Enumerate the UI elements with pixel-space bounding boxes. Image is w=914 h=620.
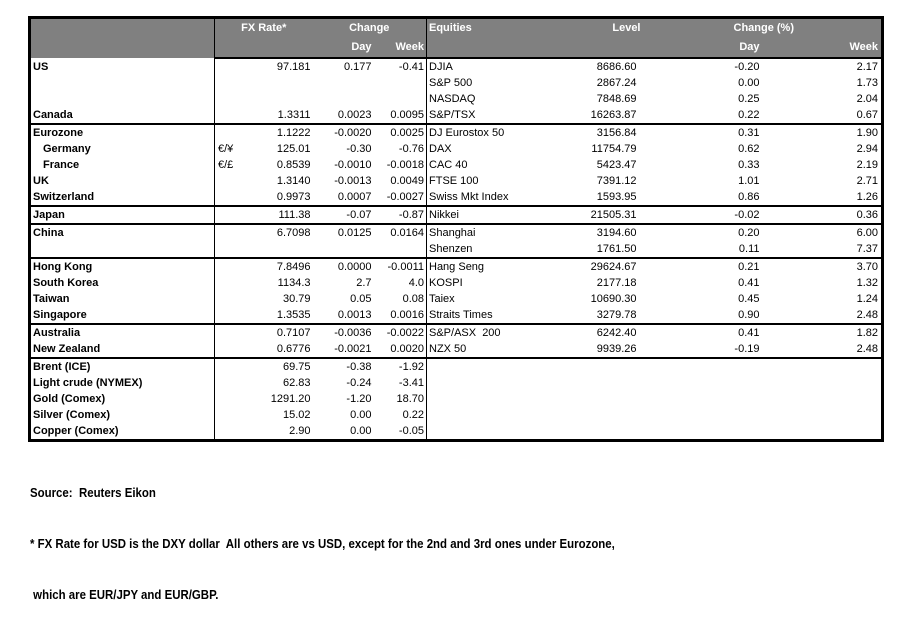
fx-day-change-cell: 0.05 — [350, 293, 372, 305]
equity-day-change-cell: 0.90 — [738, 309, 760, 321]
table-row — [30, 423, 883, 441]
equity-name-cell: Taiex — [427, 291, 560, 307]
fx-day-change-cell: -0.0020 — [313, 124, 374, 141]
equity-week-change-cell: 2.48 — [856, 343, 878, 355]
fx-rate-cell: 30.79 — [282, 293, 311, 305]
equity-week-change-cell: 3.70 — [762, 258, 883, 275]
equity-week-change-cell: 1.24 — [856, 293, 878, 305]
equity-name-cell: Shenzen — [427, 241, 560, 258]
table-row — [30, 189, 883, 206]
equity-level-cell: 7848.69 — [596, 93, 637, 105]
table-row — [30, 407, 883, 423]
equity-level-cell: 29624.67 — [560, 258, 647, 275]
currency-pair-cell: €/¥ — [218, 143, 234, 155]
table-header — [30, 18, 883, 59]
equity-name-cell — [427, 407, 560, 423]
instrument-name-cell: Hong Kong — [30, 258, 215, 275]
table-row — [30, 157, 883, 173]
fx-week-change-cell: 0.22 — [402, 409, 424, 421]
currency-pair-cell: €/£ — [218, 159, 234, 171]
equity-name-cell: S&P/TSX — [427, 107, 560, 124]
fx-week-change-cell: -0.0018 — [386, 159, 424, 171]
fx-day-change-cell: 2.7 — [356, 277, 372, 289]
equity-name-cell: KOSPI — [427, 275, 560, 291]
table-row — [30, 258, 883, 275]
fx-rate-cell: 7.8496 — [250, 258, 313, 275]
currency-pair-cell — [215, 423, 250, 441]
equity-day-change-cell: 0.31 — [647, 124, 762, 141]
equity-level-cell: 6242.40 — [560, 324, 647, 341]
fx-day-change-cell — [313, 75, 374, 91]
equity-name-cell — [427, 423, 560, 441]
equity-day-change-cell: 0.41 — [738, 277, 760, 289]
equity-name-cell: S&P 500 — [427, 75, 560, 91]
equity-name-cell: S&P/ASX 200 — [427, 324, 560, 341]
equity-week-change-cell: 0.36 — [762, 206, 883, 224]
instrument-name-cell: China — [30, 224, 215, 241]
fx-rate-cell: 1.3311 — [277, 109, 311, 121]
equity-level-cell — [560, 407, 647, 423]
instrument-name-cell: Taiwan — [30, 291, 215, 307]
instrument-name-cell: South Korea — [30, 275, 215, 291]
table-row — [30, 141, 883, 157]
equity-name-cell: Shanghai — [427, 224, 560, 241]
instrument-name-cell: US — [30, 58, 215, 75]
equities-week-header: Week — [762, 38, 883, 58]
equity-name-cell: NASDAQ — [427, 91, 560, 107]
fx-week-change-cell: -0.87 — [374, 206, 427, 224]
equity-week-change-cell: 1.82 — [762, 324, 883, 341]
equity-week-change-cell — [762, 358, 883, 375]
table-row — [30, 224, 883, 241]
equity-day-change-cell: 0.25 — [738, 93, 760, 105]
fx-week-change-cell: -0.76 — [398, 143, 424, 155]
equity-name-cell — [427, 375, 560, 391]
fx-week-change-cell: -0.0011 — [374, 258, 427, 275]
instrument-name-cell: Singapore — [30, 307, 215, 324]
fx-rate-cell: 1.3140 — [276, 175, 311, 187]
fx-week-change-cell: -1.92 — [374, 358, 427, 375]
fx-week-change-cell: 4.0 — [408, 277, 424, 289]
equity-name-cell: DJIA — [427, 58, 560, 75]
currency-pair-cell — [215, 358, 250, 375]
table-row — [30, 206, 883, 224]
equity-name-cell: DJ Eurostox 50 — [427, 124, 560, 141]
currency-pair-cell — [215, 324, 250, 341]
equity-week-change-cell: 7.37 — [856, 243, 878, 255]
equity-week-change-cell: 2.71 — [856, 175, 878, 187]
equity-day-change-cell: 0.22 — [738, 109, 760, 121]
fx-rate-cell: 0.6776 — [276, 343, 311, 355]
currency-pair-cell — [215, 189, 250, 206]
fx-day-change-cell: -0.0013 — [334, 175, 372, 187]
fx-rate-cell: 1134.3 — [277, 277, 311, 289]
equity-week-change-cell: 1.32 — [856, 277, 878, 289]
equity-level-cell: 10690.30 — [590, 293, 637, 305]
instrument-name-cell — [30, 241, 215, 258]
equity-day-change-cell: 0.21 — [647, 258, 762, 275]
table-row — [30, 307, 883, 324]
equity-level-cell: 3279.78 — [596, 309, 637, 321]
instrument-name-cell: Canada — [30, 107, 215, 124]
equity-level-cell: 5423.47 — [596, 159, 637, 171]
fx-rate-cell: 69.75 — [250, 358, 313, 375]
equity-day-change-cell: 0.00 — [738, 77, 760, 89]
fx-rate-cell: 1.1222 — [250, 124, 313, 141]
fx-day-change-cell: -0.0010 — [334, 159, 372, 171]
fx-rate-cell — [250, 241, 313, 258]
equity-level-cell: 2177.18 — [596, 277, 637, 289]
equity-week-change-cell: 2.04 — [856, 93, 878, 105]
fx-week-change-cell: 0.0020 — [390, 343, 424, 355]
fx-rate-cell: 2.90 — [289, 425, 311, 437]
equity-name-cell: Swiss Mkt Index — [427, 189, 560, 206]
currency-pair-cell — [215, 258, 250, 275]
equity-name-cell: DAX — [427, 141, 560, 157]
equities-change-pct-header: Change (%) — [647, 18, 883, 39]
equity-day-change-cell — [647, 423, 762, 441]
fx-day-change-cell: 0.177 — [343, 61, 372, 73]
fx-change-header: Change — [313, 18, 427, 39]
fx-week-change-cell: 0.0095 — [390, 109, 424, 121]
fx-week-change-cell — [374, 75, 427, 91]
equity-level-cell: 3156.84 — [560, 124, 647, 141]
currency-pair-cell — [215, 241, 250, 258]
instrument-name-cell: Brent (ICE) — [30, 358, 215, 375]
fx-day-change-cell — [313, 241, 374, 258]
equity-day-change-cell: -0.19 — [734, 343, 760, 355]
fx-week-header: Week — [374, 38, 427, 58]
currency-pair-cell — [215, 173, 250, 189]
instrument-name-cell: New Zealand — [30, 341, 215, 358]
instrument-name-cell: UK — [30, 173, 215, 189]
fx-rate-cell: 1.3535 — [276, 309, 311, 321]
fx-week-change-cell — [374, 241, 427, 258]
instrument-name-cell: Australia — [30, 324, 215, 341]
fx-day-change-cell — [313, 91, 374, 107]
equity-level-cell: 11754.79 — [591, 143, 637, 155]
fx-footnote-line1: * FX Rate for USD is the DXY dollar All others are vs USD, except for the 2nd and 3rd ones under Eurozone, — [30, 536, 615, 551]
fx-rate-cell: 125.01 — [276, 143, 311, 155]
currency-pair-cell — [215, 407, 250, 423]
equity-level-cell: 8686.60 — [596, 61, 637, 73]
fx-day-change-cell: -0.24 — [346, 377, 372, 389]
equity-day-change-cell: 0.45 — [738, 293, 760, 305]
equity-level-cell: 1761.50 — [596, 243, 637, 255]
equity-week-change-cell: 2.17 — [856, 61, 878, 73]
equities-day-header: Day — [647, 38, 762, 58]
equity-week-change-cell: 1.73 — [856, 77, 878, 89]
equity-day-change-cell: 0.41 — [647, 324, 762, 341]
equity-name-cell: CAC 40 — [427, 157, 560, 173]
fx-rate-cell: 111.38 — [250, 206, 313, 224]
fx-week-change-cell: -0.0027 — [386, 191, 424, 203]
instrument-name-cell: France — [30, 157, 215, 173]
equity-level-cell: 7391.12 — [596, 175, 637, 187]
equity-week-change-cell — [762, 391, 883, 407]
equity-day-change-cell — [647, 407, 762, 423]
equity-day-change-cell: 0.86 — [738, 191, 760, 203]
instrument-name-cell — [30, 75, 215, 91]
table-row — [30, 124, 883, 141]
table-footnotes — [30, 450, 615, 620]
currency-pair-cell — [215, 58, 250, 75]
fx-rate-cell: 0.9973 — [276, 191, 311, 203]
equity-name-cell — [427, 391, 560, 407]
level-header: Level — [560, 18, 647, 39]
equity-week-change-cell: 2.19 — [856, 159, 878, 171]
equity-level-cell: 21505.31 — [560, 206, 647, 224]
equity-day-change-cell — [647, 358, 762, 375]
equity-level-cell — [560, 423, 647, 441]
fx-week-change-cell: -0.05 — [398, 425, 424, 437]
equity-week-change-cell: 1.26 — [856, 191, 878, 203]
equity-day-change-cell — [647, 375, 762, 391]
source-note: Source: Reuters Eikon — [30, 485, 156, 500]
instrument-name-cell: Silver (Comex) — [30, 407, 215, 423]
equity-name-cell: Nikkei — [427, 206, 560, 224]
market-summary-table — [28, 16, 884, 442]
fx-day-change-cell: -0.0036 — [313, 324, 374, 341]
instrument-name-cell: Eurozone — [30, 124, 215, 141]
instrument-name-cell — [30, 91, 215, 107]
currency-pair-cell — [215, 291, 250, 307]
fx-day-change-cell: 0.0000 — [313, 258, 374, 275]
fx-day-change-cell: -0.07 — [313, 206, 374, 224]
equity-level-cell — [560, 375, 647, 391]
level-header-spacer — [560, 38, 647, 58]
table-row — [30, 58, 883, 75]
currency-pair-cell — [215, 107, 250, 124]
fx-day-change-cell: 0.0007 — [337, 191, 372, 203]
instrument-name-cell: Germany — [30, 141, 215, 157]
table-row — [30, 91, 883, 107]
fx-day-change-cell: 0.0125 — [313, 224, 374, 241]
fx-rate-cell: 62.83 — [282, 377, 311, 389]
fx-rate-cell: 6.7098 — [250, 224, 313, 241]
equity-week-change-cell: 0.67 — [856, 109, 878, 121]
table-row — [30, 75, 883, 91]
currency-pair-cell — [215, 224, 250, 241]
fx-week-change-cell: 0.0016 — [390, 309, 424, 321]
currency-pair-cell — [215, 206, 250, 224]
fx-footnote-line2: which are EUR/JPY and EUR/GBP. — [30, 587, 219, 602]
equity-name-cell: NZX 50 — [427, 341, 560, 358]
equity-level-cell: 1593.95 — [596, 191, 637, 203]
fx-day-change-cell: 0.00 — [350, 409, 372, 421]
currency-pair-cell — [215, 375, 250, 391]
table-body — [30, 58, 883, 441]
equity-day-change-cell: 0.11 — [738, 243, 760, 255]
table-row — [30, 391, 883, 407]
equity-name-cell: Straits Times — [427, 307, 560, 324]
fx-day-header: Day — [313, 38, 374, 58]
table-row — [30, 173, 883, 189]
fx-day-change-cell: -0.38 — [313, 358, 374, 375]
fx-week-change-cell: 0.0049 — [390, 175, 424, 187]
equity-day-change-cell: 0.62 — [738, 143, 760, 155]
instrument-name-cell: Switzerland — [30, 189, 215, 206]
equity-name-cell — [427, 358, 560, 375]
currency-pair-cell — [215, 275, 250, 291]
equities-header-spacer — [427, 38, 560, 58]
fx-week-change-cell: 0.08 — [402, 293, 424, 305]
table-row — [30, 324, 883, 341]
currency-pair-cell — [215, 307, 250, 324]
fx-week-change-cell: 18.70 — [396, 393, 424, 405]
instrument-name-cell: Gold (Comex) — [30, 391, 215, 407]
table-row — [30, 241, 883, 258]
instrument-name-cell: Japan — [30, 206, 215, 224]
equity-name-cell: Hang Seng — [427, 258, 560, 275]
fx-rate-cell: 0.8539 — [276, 159, 311, 171]
table-row — [30, 358, 883, 375]
table-row — [30, 291, 883, 307]
fx-day-change-cell: 0.0013 — [337, 309, 372, 321]
fx-rate-cell — [250, 75, 313, 91]
currency-pair-cell — [215, 91, 250, 107]
equity-week-change-cell: 2.48 — [856, 309, 878, 321]
currency-pair-cell — [215, 124, 250, 141]
fx-rate-cell: 0.7107 — [250, 324, 313, 341]
fx-rate-cell: 1291.20 — [270, 393, 311, 405]
currency-pair-cell — [215, 341, 250, 358]
equity-day-change-cell: 1.01 — [738, 175, 760, 187]
equity-week-change-cell — [762, 407, 883, 423]
fx-week-change-cell: -0.41 — [398, 61, 424, 73]
equity-week-change-cell — [762, 423, 883, 441]
equities-header: Equities — [427, 18, 560, 39]
equity-day-change-cell — [647, 391, 762, 407]
fx-rate-header: FX Rate* — [215, 18, 313, 39]
table-row — [30, 341, 883, 358]
equity-week-change-cell — [762, 375, 883, 391]
equity-week-change-cell: 1.90 — [762, 124, 883, 141]
corner-header — [30, 18, 215, 59]
equity-day-change-cell: -0.20 — [734, 61, 760, 73]
equity-level-cell — [560, 358, 647, 375]
fx-day-change-cell: -0.30 — [346, 143, 372, 155]
currency-pair-cell — [215, 391, 250, 407]
equity-level-cell: 3194.60 — [560, 224, 647, 241]
instrument-name-cell: Light crude (NYMEX) — [30, 375, 215, 391]
fx-day-change-cell: -1.20 — [346, 393, 372, 405]
fx-rate-cell — [250, 91, 313, 107]
equity-level-cell — [560, 391, 647, 407]
table-row — [30, 275, 883, 291]
fx-day-change-cell: 0.00 — [350, 425, 372, 437]
equity-level-cell: 9939.26 — [596, 343, 637, 355]
fx-rate-header-spacer — [215, 38, 313, 58]
fx-rate-cell: 97.181 — [276, 61, 311, 73]
fx-week-change-cell: -0.0022 — [374, 324, 427, 341]
currency-pair-cell — [215, 75, 250, 91]
fx-week-change-cell: -3.41 — [398, 377, 424, 389]
fx-week-change-cell: 0.0164 — [374, 224, 427, 241]
equity-day-change-cell: 0.20 — [647, 224, 762, 241]
header-row-1 — [30, 18, 883, 39]
fx-rate-cell: 15.02 — [282, 409, 311, 421]
instrument-name-cell: Copper (Comex) — [30, 423, 215, 441]
table-row — [30, 375, 883, 391]
fx-day-change-cell: 0.0023 — [337, 109, 372, 121]
equity-level-cell: 2867.24 — [596, 77, 637, 89]
equity-name-cell: FTSE 100 — [427, 173, 560, 189]
fx-week-change-cell: 0.0025 — [374, 124, 427, 141]
equity-week-change-cell: 6.00 — [762, 224, 883, 241]
equity-day-change-cell: 0.33 — [738, 159, 760, 171]
fx-day-change-cell: -0.0021 — [334, 343, 372, 355]
equity-week-change-cell: 2.94 — [856, 143, 878, 155]
table-row — [30, 107, 883, 124]
fx-week-change-cell — [374, 91, 427, 107]
equity-day-change-cell: -0.02 — [647, 206, 762, 224]
equity-level-cell: 16263.87 — [590, 109, 637, 121]
